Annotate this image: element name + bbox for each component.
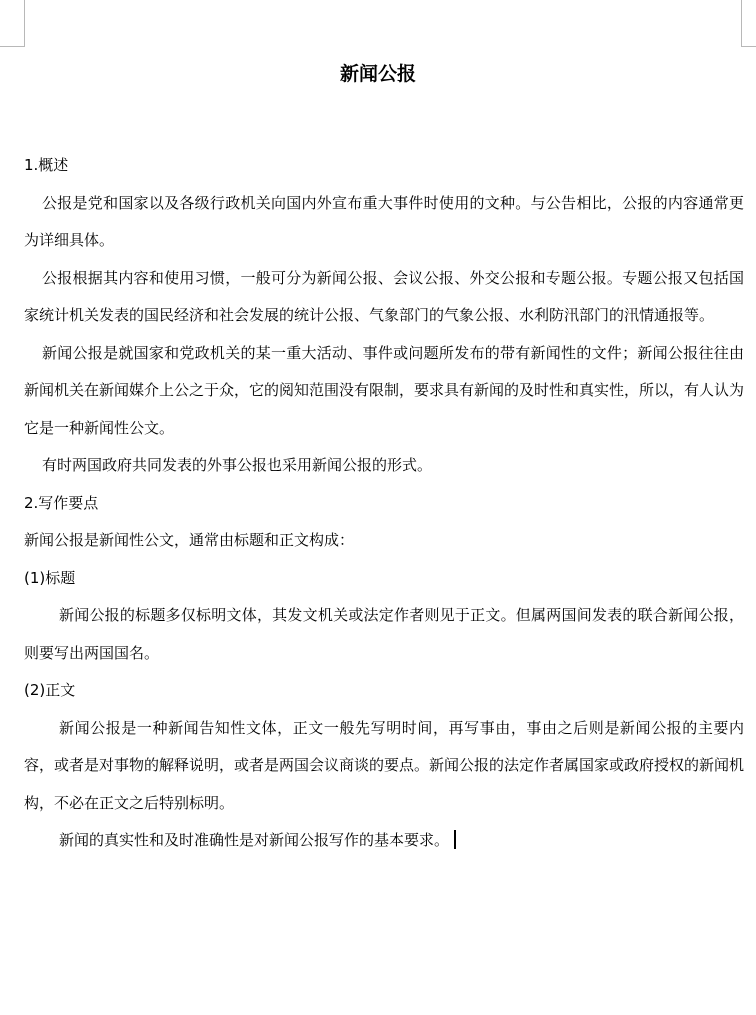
- document-title: 新闻公报: [339, 63, 416, 85]
- paragraph-body-2: [24, 822, 744, 860]
- paragraph-title-1: 新闻公报的标题多仅标明文体，其发文机关或法定作者则见于正文。但属两国间发表的联合新闻公报，则要写出两国国名。: [24, 606, 744, 662]
- page-corner-mark-top-left: [0, 0, 25, 47]
- paragraph-overview-4: 有时两国政府共同发表的外事公报也采用新闻公报的形式。: [42, 456, 433, 474]
- section-heading-writing: 2.写作要点: [24, 493, 99, 512]
- paragraph-body-2-text: 新闻的真实性和及时准确性是对新闻公报写作的基本要求。: [59, 831, 450, 849]
- subheading-title: (1)标题: [24, 568, 76, 587]
- paragraph-writing-intro: 新闻公报是新闻性公文，通常由标题和正文构成：: [24, 531, 355, 549]
- paragraph-body-1: 新闻公报是一种新闻告知性文体，正文一般先写明时间，再写事由，事由之后则是新闻公报的主要内容，或者是对事物的解释说明，或者是两国会议商谈的要点。新闻公报的法定作者属国家或政府授权的新闻机构，不必在正文之后特别标明。: [24, 718, 745, 812]
- subheading-body: (2)正文: [24, 681, 76, 699]
- paragraph-overview-1: 公报是党和国家以及各级行政机关向国内外宣布重大事件时使用的文种。与公告相比，公报的内容通常更为详细具体。: [24, 193, 744, 249]
- paragraph-overview-2: 公报根据其内容和使用习惯，一般可分为新闻公报、会议公报、外交公报和专题公报。专题公报又包括国家统计机关发表的国民经济和社会发展的统计公报、气象部门的气象公报、水利防汛部门的汛情通报等。: [24, 268, 744, 324]
- paragraph-overview-3: 新闻公报是就国家和党政机关的某一重大活动、事件或问题所发布的带有新闻性的文件；新闻公报往往由新闻机关在新闻媒介上公之于众，它的阅知范围没有限制，要求具有新闻的及时性和真实性，所以，有人认为它是一种新闻性公文。: [24, 343, 745, 437]
- document-body[interactable]: [24, 147, 744, 860]
- page-corner-mark-top-right: [741, 0, 756, 47]
- text-cursor: [454, 830, 456, 849]
- section-heading-overview: 1.概述: [24, 156, 69, 174]
